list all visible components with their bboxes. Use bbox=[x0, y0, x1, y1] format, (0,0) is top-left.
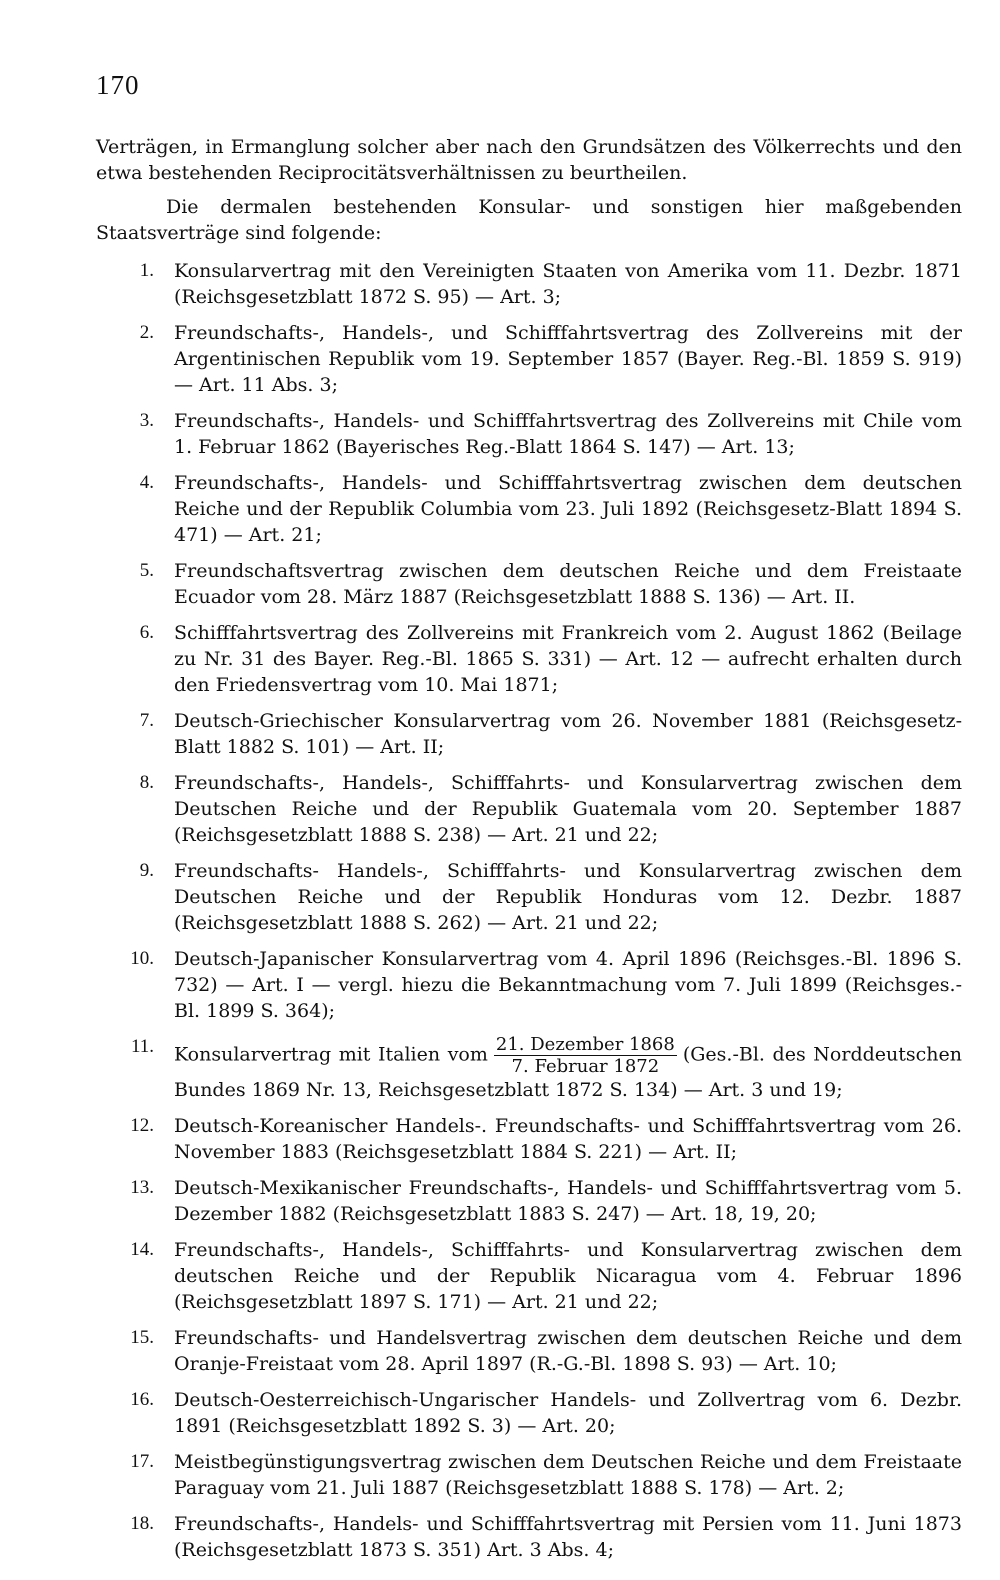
intro-paragraph-2: Die dermalen bestehenden Konsular- und sonstigen hier maßgebenden Staatsverträge sind folgende: bbox=[96, 196, 962, 244]
intro-paragraph-1: Verträgen, in Ermanglung solcher aber nach den Grundsätzen des Völkerrechts und den etwa bestehenden Reciprocitätsverhältnissen zu beurtheilen. bbox=[96, 136, 962, 184]
page-number: 170 bbox=[96, 70, 140, 100]
list-item bbox=[96, 1325, 962, 1377]
item-number: 6. bbox=[139, 622, 154, 643]
item-number: 1. bbox=[139, 260, 154, 281]
item-text: Freundschafts- Handels-, Schifffahrts- und Konsularvertrag zwischen dem Deutschen Reiche und der Republik Honduras vom 12. Dezbr. 1887 (Reichsgesetzblatt 1888 S. 262) — Art. 21 und 22; bbox=[174, 860, 962, 934]
item-text-before: Konsularvertrag mit Italien vom bbox=[174, 1043, 488, 1066]
item-text: Freundschafts-, Handels-, Schifffahrts- und Konsularvertrag zwischen dem deutschen Reiche und der Republik Nicaragua vom 4. Februar 1896 (Reichsgesetzblatt 1897 S. 171) — Art. 21 und 22; bbox=[174, 1239, 962, 1313]
item-number: 18. bbox=[130, 1513, 154, 1534]
treaty-list bbox=[96, 258, 962, 1573]
list-item bbox=[96, 1034, 962, 1103]
list-item bbox=[96, 1387, 962, 1439]
item-text: Deutsch-Japanischer Konsularvertrag vom 4. April 1896 (Reichsges.-Bl. 1896 S. 732) — Art. I — vergl. hiezu die Bekanntmachung vom 7. Juli 1899 (Reichsges.-Bl. 1899 S. 364); bbox=[174, 948, 962, 1022]
list-item bbox=[96, 1449, 962, 1501]
item-number: 15. bbox=[130, 1327, 154, 1348]
item-text: Deutsch-Oesterreichisch-Ungarischer Handels- und Zollvertrag vom 6. Dezbr. 1891 (Reichsgesetzblatt 1892 S. 3) — Art. 20; bbox=[174, 1389, 962, 1437]
item-text: Freundschafts-, Handels- und Schifffahrtsvertrag des Zollvereins mit Chile vom 1. Februar 1862 (Bayerisches Reg.-Blatt 1864 S. 147) — Art. 13; bbox=[174, 410, 962, 458]
item-text: Freundschafts-, Handels- und Schifffahrtsvertrag zwischen dem deutschen Reiche und der Republik Columbia vom 23. Juli 1892 (Reichsgesetz-Blatt 1894 S. 471) — Art. 21; bbox=[174, 472, 962, 546]
fraction-top: 21. Dezember 1868 bbox=[495, 1034, 675, 1055]
list-item bbox=[96, 1113, 962, 1165]
item-text: Freundschafts-, Handels-, und Schifffahrtsvertrag des Zollvereins mit der Argentinischen Republik vom 19. September 1857 (Bayer. Reg.-Bl. 1859 S. 919) — Art. 11 Abs. 3; bbox=[174, 322, 962, 396]
list-item bbox=[96, 620, 962, 698]
list-item bbox=[96, 770, 962, 848]
intro-text bbox=[96, 134, 962, 246]
item-number: 2. bbox=[139, 322, 154, 343]
list-item bbox=[96, 320, 962, 398]
item-number: 9. bbox=[139, 860, 154, 881]
item-number: 12. bbox=[130, 1115, 154, 1136]
item-number: 10. bbox=[130, 948, 154, 969]
date-fraction bbox=[494, 1034, 677, 1077]
item-text: Freundschafts- und Handelsvertrag zwischen dem deutschen Reiche und dem Oranje-Freistaat vom 28. April 1897 (R.-G.-Bl. 1898 S. 93) — Art. 10; bbox=[174, 1327, 962, 1375]
item-text: Konsularvertrag mit den Vereinigten Staaten von Amerika vom 11. Dezbr. 1871 (Reichsgesetzblatt 1872 S. 95) — Art. 3; bbox=[174, 260, 962, 308]
item-text: Deutsch-Mexikanischer Freundschafts-, Handels- und Schifffahrtsvertrag vom 5. Dezember 1882 (Reichsgesetzblatt 1883 S. 247) — Art. 18, 19, 20; bbox=[174, 1177, 962, 1225]
list-item bbox=[96, 470, 962, 548]
item-number: 11. bbox=[130, 1036, 154, 1057]
item-number: 5. bbox=[139, 560, 154, 581]
list-item bbox=[96, 258, 962, 310]
list-item bbox=[96, 1511, 962, 1563]
fraction-bottom: 7. Februar 1872 bbox=[511, 1056, 660, 1077]
item-number: 3. bbox=[139, 410, 154, 431]
item-text: Freundschafts-, Handels- und Schifffahrtsvertrag mit Persien vom 11. Juni 1873 (Reichsgesetzblatt 1873 S. 351) Art. 3 Abs. 4; bbox=[174, 1513, 962, 1561]
item-text: Meistbegünstigungsvertrag zwischen dem Deutschen Reiche und dem Freistaate Paraguay vom 21. Juli 1887 (Reichsgesetzblatt 1888 S. 178) — Art. 2; bbox=[174, 1451, 962, 1499]
item-number: 7. bbox=[139, 710, 154, 731]
item-text-after: (Ges.-Bl. des Norddeutschen Bundes 1869 Nr. 13, Reichsgesetzblatt 1872 S. 134) — Art. 3 und 19; bbox=[174, 1043, 962, 1101]
item-text: Schifffahrtsvertrag des Zollvereins mit Frankreich vom 2. August 1862 (Beilage zu Nr. 31 des Bayer. Reg.-Bl. 1865 S. 331) — Art. 12 — aufrecht erhalten durch den Friedensvertrag vom 10. Mai 1871; bbox=[174, 622, 962, 696]
item-text: Deutsch-Griechischer Konsularvertrag vom 26. November 1881 (Reichsgesetz-Blatt 1882 S. 101) — Art. II; bbox=[174, 710, 962, 758]
list-item bbox=[96, 708, 962, 760]
list-item bbox=[96, 1175, 962, 1227]
item-number: 4. bbox=[139, 472, 154, 493]
list-item bbox=[96, 1237, 962, 1315]
item-number: 17. bbox=[130, 1451, 154, 1472]
list-item bbox=[96, 946, 962, 1024]
item-number: 13. bbox=[130, 1177, 154, 1198]
item-number: 8. bbox=[139, 772, 154, 793]
list-item bbox=[96, 858, 962, 936]
list-item bbox=[96, 408, 962, 460]
item-text: Freundschafts-, Handels-, Schifffahrts- und Konsularvertrag zwischen dem Deutschen Reiche und der Republik Guatemala vom 20. September 1887 (Reichsgesetzblatt 1888 S. 238) — Art. 21 und 22; bbox=[174, 772, 962, 846]
item-text: Freundschaftsvertrag zwischen dem deutschen Reiche und dem Freistaate Ecuador vom 28. März 1887 (Reichsgesetzblatt 1888 S. 136) — Art. II. bbox=[174, 560, 962, 608]
item-number: 16. bbox=[130, 1389, 154, 1410]
list-item bbox=[96, 558, 962, 610]
item-text: Deutsch-Koreanischer Handels-. Freundschafts- und Schifffahrtsvertrag vom 26. November 1883 (Reichsgesetzblatt 1884 S. 221) — Art. II; bbox=[174, 1115, 962, 1163]
item-number: 14. bbox=[130, 1239, 154, 1260]
